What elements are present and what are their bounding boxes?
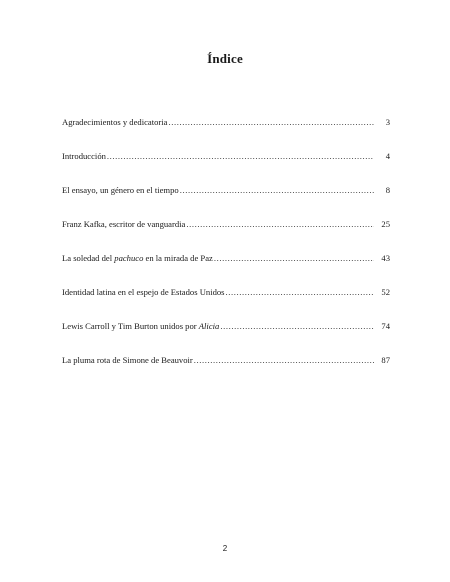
toc-entry-page: 52 xyxy=(381,287,390,297)
toc-entry-label: El ensayo, un género en el tiempo xyxy=(62,185,179,195)
dot-leader xyxy=(107,151,374,161)
dot-leader xyxy=(214,253,374,263)
toc-entry-page: 3 xyxy=(385,117,390,127)
toc-entry-label: Identidad latina en el espejo de Estados Unidos xyxy=(62,287,225,297)
toc-entry xyxy=(62,287,390,321)
toc-entry xyxy=(62,253,390,287)
dot-leader xyxy=(186,219,374,229)
toc-entry-page: 87 xyxy=(381,355,390,365)
page-title: Índice xyxy=(207,51,243,66)
dot-leader xyxy=(220,321,374,331)
toc-entry-page: 43 xyxy=(381,253,390,263)
toc-entry-label: Agradecimientos y dedicatoria xyxy=(62,117,168,127)
toc-entry xyxy=(62,355,390,389)
toc-entry xyxy=(62,321,390,355)
toc-entry-label: Introducción xyxy=(62,151,106,161)
dot-leader xyxy=(180,185,374,195)
page-number: 2 xyxy=(222,544,228,553)
toc-entry xyxy=(62,185,390,219)
toc-entry-page: 25 xyxy=(381,219,390,229)
toc-entry xyxy=(62,151,390,185)
dot-leader xyxy=(194,355,374,365)
toc-entry-page: 74 xyxy=(381,321,390,331)
toc-entry-page: 8 xyxy=(385,185,390,195)
toc-entry xyxy=(62,219,390,253)
dot-leader xyxy=(226,287,374,297)
table-of-contents xyxy=(62,117,390,389)
toc-entry xyxy=(62,117,390,151)
toc-entry-label: Lewis Carroll y Tim Burton unidos por Alicia xyxy=(62,321,220,331)
toc-entry-label: Franz Kafka, escritor de vanguardia xyxy=(62,219,186,229)
dot-leader xyxy=(168,117,374,127)
toc-entry-label: La pluma rota de Simone de Beauvoir xyxy=(62,355,193,365)
toc-entry-page: 4 xyxy=(385,151,390,161)
toc-entry-label: La soledad del pachuco en la mirada de Paz xyxy=(62,253,213,263)
